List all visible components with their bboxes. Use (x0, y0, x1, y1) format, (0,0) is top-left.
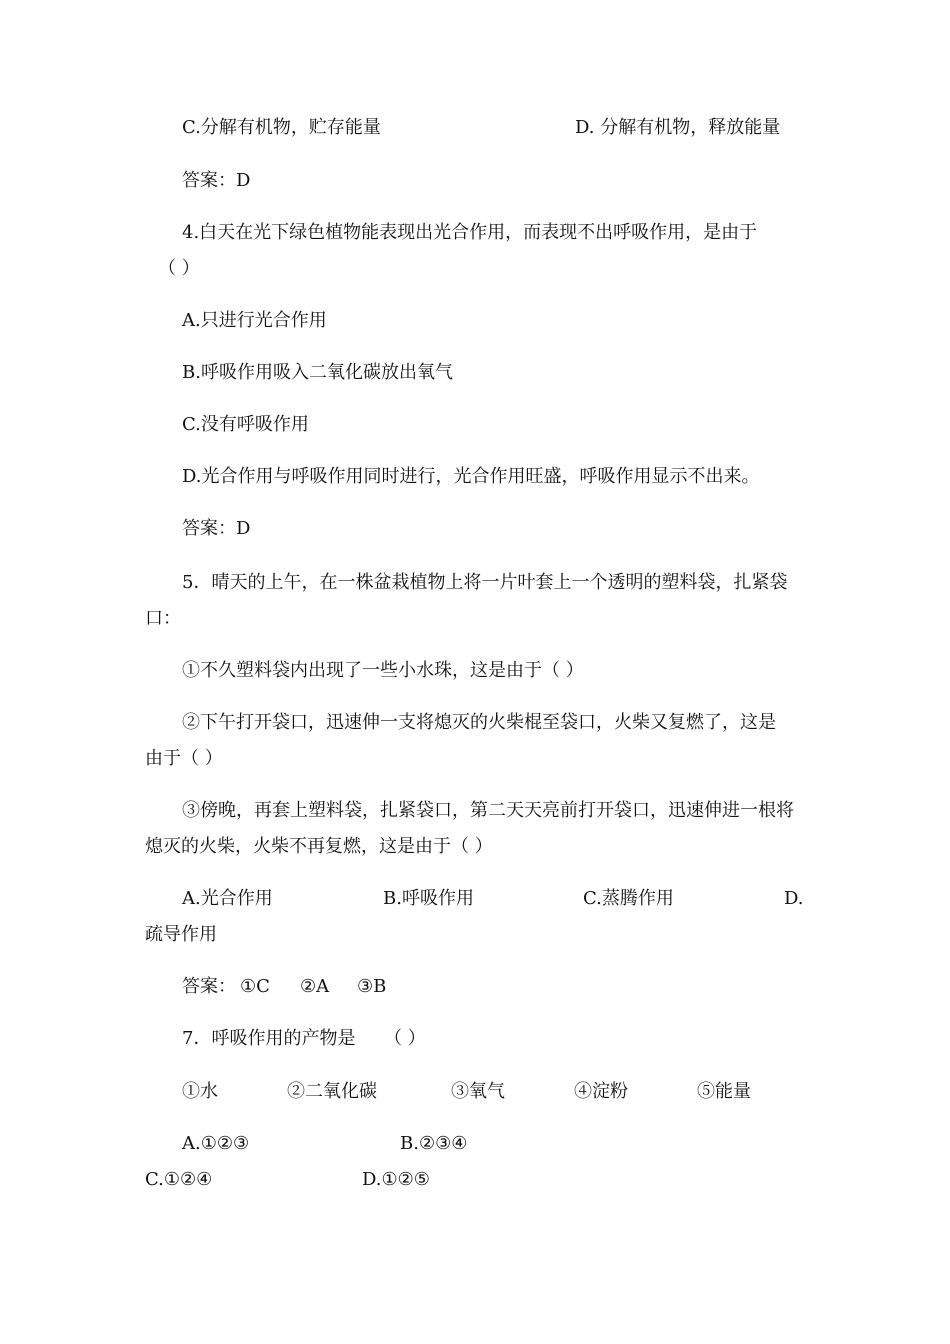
q5-answer-label: 答案： (182, 976, 236, 997)
q4-stem-line1: 4.白天在光下绿色植物能表现出光合作用，而表现不出呼吸作用，是由于 (182, 222, 758, 243)
q5-sub1: ①不久塑料袋内出现了一些小水珠，这是由于（ ） (182, 660, 584, 681)
q7-option-d: D.①②⑤ (362, 1169, 430, 1190)
q7-option-c: C.①②④ (145, 1169, 213, 1190)
q5-option-d-text: 疏导作用 (145, 924, 217, 945)
q5-answer-3: ③B (357, 976, 387, 997)
q7-item-3: ③氧气 (451, 1081, 505, 1102)
q5-option-b: B.呼吸作用 (383, 888, 474, 909)
q4-option-b: B.呼吸作用吸入二氧化碳放出氧气 (182, 362, 453, 383)
q5-option-a: A.光合作用 (182, 888, 273, 909)
q3-option-c: C.分解有机物，贮存能量 (182, 117, 381, 138)
q4-stem-line2: （ ） (158, 258, 200, 279)
q5-stem-line2: 口： (145, 608, 181, 629)
q7-option-b: B.②③④ (400, 1133, 468, 1154)
q7-item-2: ②二氧化碳 (287, 1081, 377, 1102)
q3-answer: 答案：D (182, 170, 251, 191)
q5-option-d-prefix: D. (784, 888, 804, 909)
q5-sub3-line2: 熄灭的火柴，火柴不再复燃，这是由于（ ） (145, 836, 493, 857)
q5-answer-2: ②A (300, 976, 330, 997)
q7-option-a: A.①②③ (182, 1133, 250, 1154)
q5-stem-line1: 5．晴天的上午，在一株盆栽植物上将一片叶套上一个透明的塑料袋，扎紧袋 (182, 572, 788, 593)
q3-option-d: D. 分解有机物，释放能量 (575, 117, 781, 138)
q5-sub2-line2: 由于（ ） (145, 748, 223, 769)
q5-answer-1: ①C (240, 976, 270, 997)
q4-option-c: C.没有呼吸作用 (182, 414, 309, 435)
q4-answer: 答案：D (182, 518, 251, 539)
q4-option-a: A.只进行光合作用 (182, 310, 327, 331)
q4-option-d: D.光合作用与呼吸作用同时进行，光合作用旺盛，呼吸作用显示不出来。 (182, 466, 760, 487)
q5-sub2-line1: ②下午打开袋口，迅速伸一支将熄灭的火柴棍至袋口，火柴又复燃了，这是 (182, 712, 776, 733)
q7-item-4: ④淀粉 (574, 1081, 628, 1102)
q7-stem: 7．呼吸作用的产物是 (182, 1028, 356, 1049)
q7-paren: （ ） (384, 1028, 426, 1049)
q5-option-c: C.蒸腾作用 (583, 888, 674, 909)
q7-item-1: ①水 (182, 1081, 218, 1102)
q7-item-5: ⑤能量 (697, 1081, 751, 1102)
q5-sub3-line1: ③傍晚，再套上塑料袋，扎紧袋口，第二天天亮前打开袋口，迅速伸进一根将 (182, 800, 794, 821)
